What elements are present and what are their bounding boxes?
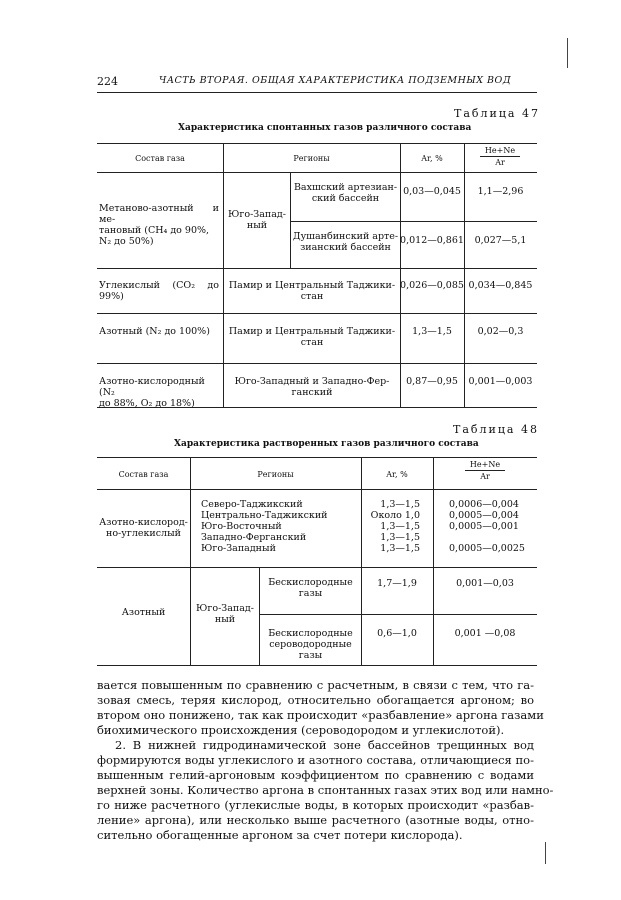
t47-col-gas: Состав газа (135, 154, 185, 163)
text-line: зовая смесь, теряя кислород, относительно обогащается аргоном; во (97, 693, 534, 707)
table47-label: Таблица 47 (454, 107, 540, 120)
t47-r2-gas: Углекислый (CO₂ до 99%) (99, 280, 219, 302)
text-line: формируются воды углекислого и азотного состава, отличающиеся по- (97, 753, 534, 767)
t48-col-regions: Регионы (257, 470, 294, 479)
t48-col-ratio: $\frac{He+Ne}{Ar}$ (465, 460, 505, 481)
scan-edge-mark-top (567, 38, 568, 68)
t48-r2a-label: Бескислородные газы (268, 577, 353, 599)
t47-r2-ratio: 0,034—0,845 (468, 280, 533, 291)
paragraph-2 (97, 738, 554, 843)
t48-r1-ar: 1,3—1,5 Около 1,0 1,3—1,5 1,3—1,5 1,3—1,5 (370, 499, 420, 554)
t47-r3-ar: 1,3—1,5 (412, 326, 452, 337)
table48-label: Таблица 48 (453, 423, 539, 436)
table47-title: Характеристика спонтанных газов различного состава (178, 123, 472, 133)
t48-r2b-ar: 0,6—1,0 (377, 628, 417, 639)
t48-r2a-ar: 1,7—1,9 (377, 578, 417, 589)
t47-r2-ar: 0,026—0,085 (400, 280, 464, 291)
t47-r1a-ar: 0,03—0,045 (403, 186, 461, 197)
t47-r1-region: Юго-Запад- ный (228, 209, 286, 231)
t47-r1-gas: Метаново-азотный и ме- тановый (CH₄ до 90%, N₂ до 50%) (99, 203, 219, 247)
running-title: ЧАСТЬ ВТОРАЯ. ОБЩАЯ ХАРАКТЕРИСТИКА ПОДЗЕМНЫХ ВОД (159, 75, 512, 86)
t47-r4-region: Юго-Западный и Западно-Фер- ганский (234, 376, 390, 398)
text-line: вышенным гелий-аргоновым коэффициентом по сравнению с водами (97, 768, 534, 782)
t47-col-regions: Регионы (293, 154, 330, 163)
page-number: 224 (97, 75, 118, 88)
t47-r3-region: Памир и Центральный Таджики- стан (228, 326, 396, 348)
t48-r1-ratio: 0,0006—0,004 0,0005—0,004 0,0005—0,001 0,0005—0,0025 (449, 499, 525, 554)
t48-r2-region: Юго-Запад- ный (196, 603, 254, 625)
t48-r2-gas: Азотный (121, 607, 166, 618)
t47-r3-ratio: 0,02—0,3 (477, 326, 524, 337)
text-line: вается повышенным по сравнению с расчетным, в связи с тем, что га- (97, 678, 534, 692)
text-line: 2. В нижней гидродинамической зоне бассейнов трещинных вод (115, 738, 534, 752)
t47-r1a-ratio: 1,1—2,96 (477, 186, 524, 197)
paragraph-1 (97, 678, 544, 738)
t47-r1b-ar: 0,012—0,861 (400, 235, 464, 246)
t47-r2-region: Памир и Центральный Таджики- стан (228, 280, 396, 302)
t48-r2b-label: Бескислородные сероводородные газы (268, 628, 353, 661)
text-line: биохимического происхождения (сероводородом и углекислотой). (97, 723, 505, 737)
running-header (97, 74, 537, 93)
text-line: сительно обогащенные аргоном за счет потери кислорода). (97, 828, 463, 842)
t47-r1a-subregion: Вахшский артезиан- ский бассейн (293, 182, 398, 204)
t47-r1b-subregion: Душанбинский арте- зианский бассейн (292, 231, 399, 253)
t47-r3-gas: Азотный (N₂ до 100%) (99, 326, 210, 337)
text-line: верхней зоны. Количество аргона в спонтанных газах этих вод или намно- (97, 783, 554, 797)
t48-r1-gas: Азотно-кислород- но-углекислый (99, 517, 188, 539)
t48-r1-regions: Северо-Таджикский Центрально-Таджикский Юго-Восточный Западно-Ферганский Юго-Западный (201, 499, 328, 554)
t47-r1b-ratio: 0,027—5,1 (474, 235, 527, 246)
t47-r4-ratio: 0,001—0,003 (468, 376, 533, 387)
text-line: ление» аргона), или несколько выше расчетного (азотные воды, отно- (97, 813, 534, 827)
t48-r2a-ratio: 0,001—0,03 (456, 578, 514, 589)
t48-r2b-ratio: 0,001 —0,08 (454, 628, 516, 639)
t47-r4-ar: 0,87—0,95 (406, 376, 458, 387)
t47-col-ratio: $\frac{He+Ne}{Ar}$ (480, 146, 520, 167)
scan-edge-mark-bottom (545, 842, 546, 864)
t47-col-ar: Ar, % (421, 154, 443, 163)
t48-col-gas: Состав газа (118, 470, 169, 479)
text-line: втором оно понижено, так как происходит «разбавление» аргона газами (97, 708, 544, 722)
t47-r4-gas: Азотно-кислородный (N₂ до 88%, O₂ до 18%) (99, 376, 205, 409)
table48-title: Характеристика растворенных газов различного состава (174, 439, 479, 449)
text-line: го ниже расчетного (углекислые воды, в которых происходит «разбав- (97, 798, 534, 812)
t48-col-ar: Ar, % (386, 470, 408, 479)
